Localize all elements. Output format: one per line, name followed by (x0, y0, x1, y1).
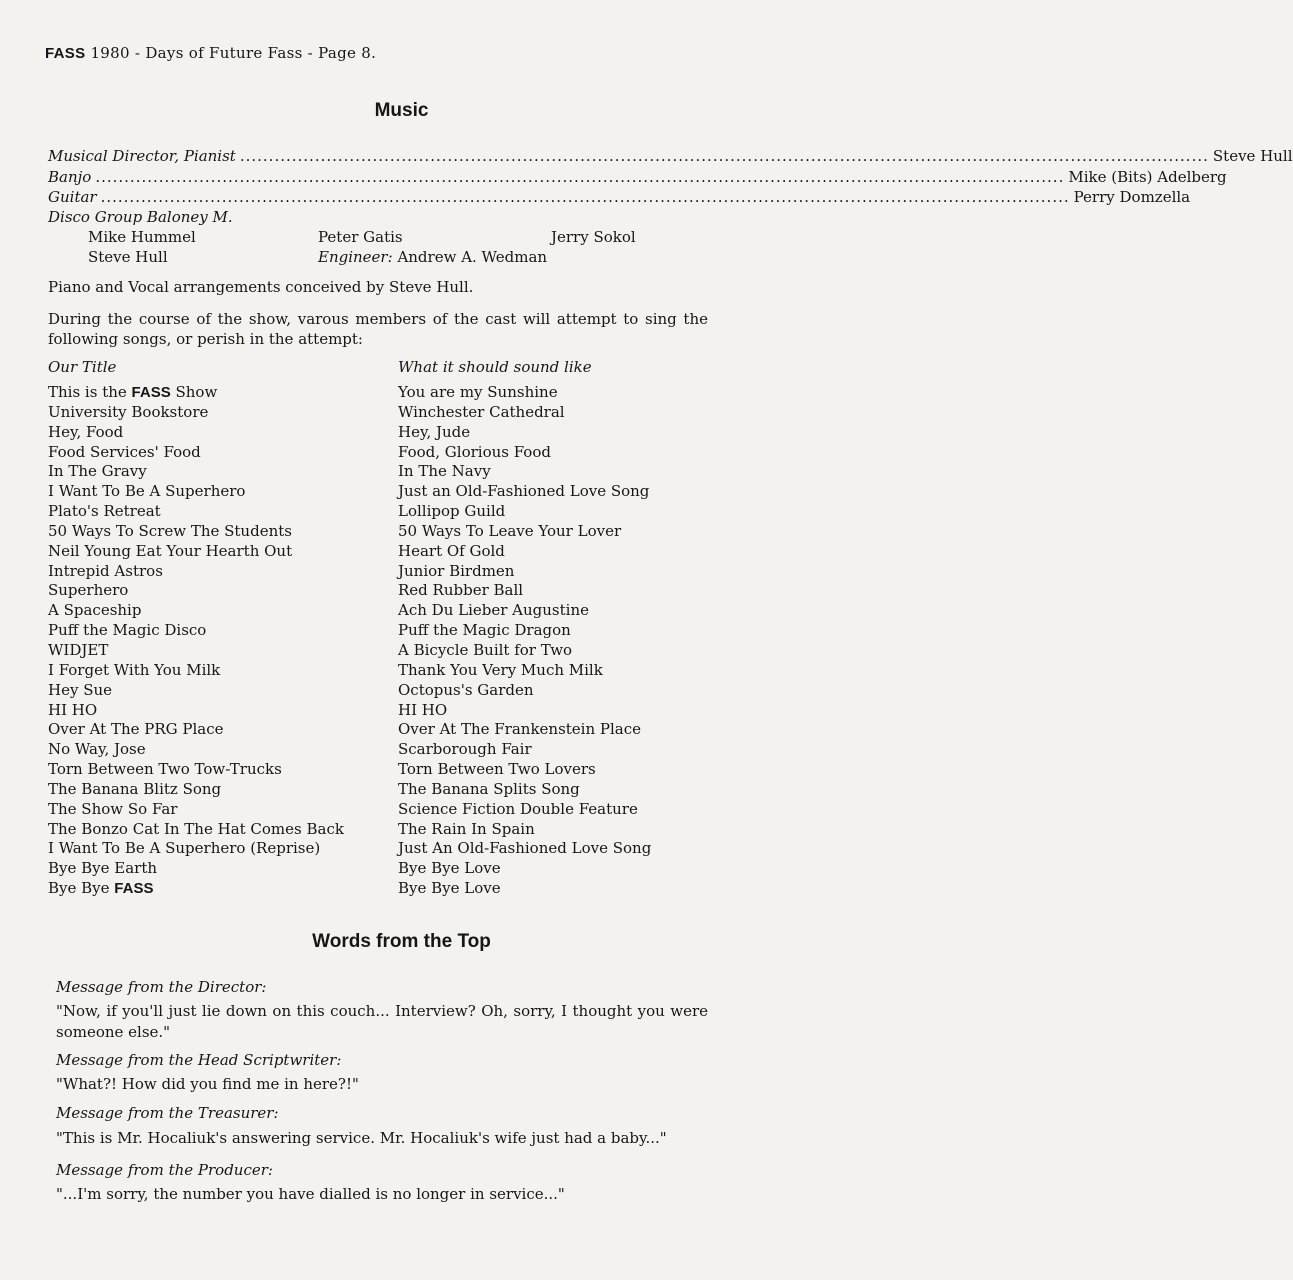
disco-member: Peter Gatis (318, 228, 403, 246)
credit-role: Banjo (48, 168, 92, 186)
message-label: Message from the Director: (56, 978, 267, 996)
song-title: Over At The PRG Place (48, 720, 224, 739)
song-original: Just An Old-Fashioned Love Song (398, 839, 652, 858)
song-title: Hey, Food (48, 422, 124, 441)
engineer-label: Engineer: (318, 248, 393, 266)
song-title: Puff the Magic Disco (48, 621, 207, 640)
disco-group-label: Disco Group Baloney M. (48, 208, 233, 226)
header-text: 1980 - Days of Future Fass - Page 8. (90, 44, 377, 62)
song-title: Torn Between Two Tow-Trucks (48, 760, 282, 779)
song-original: Bye Bye Love (398, 859, 501, 878)
song-original: HI HO (398, 700, 448, 719)
song-title: The Bonzo Cat In The Hat Comes Back (48, 819, 344, 838)
song-original: Puff the Magic Dragon (398, 621, 571, 640)
song-title: The Show So Far (48, 799, 178, 818)
song-title: WIDJET (48, 640, 109, 659)
words-title: Words from the Top (312, 931, 491, 952)
song-original: Ach Du Lieber Augustine (398, 601, 589, 620)
engineer-credit (318, 248, 547, 266)
credit-line (48, 188, 1191, 208)
our-title-heading: Our Title (48, 358, 117, 376)
song-title: University Bookstore (48, 402, 209, 421)
brand-word: FASS (114, 880, 154, 898)
credit-role: Guitar (48, 188, 97, 206)
song-original: Thank You Very Much Milk (398, 660, 603, 679)
song-original: In The Navy (398, 462, 491, 481)
sound-like-heading: What it should sound like (398, 358, 592, 376)
song-title: Superhero (48, 581, 129, 600)
engineer-name: Andrew A. Wedman (397, 248, 548, 266)
song-title: The Banana Blitz Song (48, 779, 222, 798)
disco-member: Jerry Sokol (551, 228, 636, 246)
message-text: "Now, if you'll just lie down on this couch... Interview? Oh, sorry, I thought you were someone else." (56, 1002, 708, 1041)
song-title: This is the FASS Show (48, 383, 218, 401)
brand-word: FASS (131, 384, 171, 401)
song-original: Over At The Frankenstein Place (398, 720, 642, 739)
song-original: Scarborough Fair (398, 740, 532, 759)
song-title: Food Services' Food (48, 442, 201, 461)
song-original: Winchester Cathedral (398, 402, 565, 421)
song-title: Plato's Retreat (48, 502, 161, 521)
song-original: Junior Birdmen (398, 561, 515, 580)
message-label: Message from the Head Scriptwriter: (56, 1051, 342, 1069)
song-title: In The Gravy (48, 462, 147, 481)
music-title: Music (374, 100, 429, 121)
song-original: Food, Glorious Food (398, 442, 551, 461)
disco-member: Mike Hummel (88, 228, 196, 246)
song-title: Bye Bye Earth (48, 859, 158, 878)
disco-member: Steve Hull (88, 248, 168, 266)
songs-intro: During the course of the show, varous members of the cast will attempt to sing the following songs, or perish in the attempt: (48, 310, 708, 348)
song-original: Torn Between Two Lovers (398, 760, 596, 779)
song-original: Science Fiction Double Feature (398, 799, 638, 818)
song-original: You are my Sunshine (398, 383, 558, 401)
song-original: Octopus's Garden (398, 680, 534, 699)
song-original: The Banana Splits Song (398, 779, 580, 798)
song-original: Bye Bye Love (398, 879, 501, 898)
dot-leader: ........................................................................................................................................................................ (95, 168, 1065, 186)
song-original: Lollipop Guild (398, 502, 506, 521)
song-title: Hey Sue (48, 680, 113, 699)
song-title: No Way, Jose (48, 740, 146, 759)
sound-like-list (398, 383, 651, 899)
credit-line (48, 168, 1227, 188)
song-title: I Want To Be A Superhero (Reprise) (48, 839, 321, 858)
song-original: Just an Old-Fashioned Love Song (398, 482, 650, 501)
page-header (45, 44, 376, 62)
credit-role: Musical Director, Pianist (48, 147, 236, 165)
song-title: Intrepid Astros (48, 561, 163, 580)
our-title-list (48, 383, 344, 899)
credit-line (48, 147, 1293, 167)
song-title: Neil Young Eat Your Hearth Out (48, 541, 293, 560)
song-title: I Want To Be A Superhero (48, 482, 246, 501)
message-label: Message from the Treasurer: (56, 1104, 279, 1122)
song-title: 50 Ways To Screw The Students (48, 521, 292, 540)
arrangements-note: Piano and Vocal arrangements conceived by Steve Hull. (48, 278, 474, 296)
song-original: A Bicycle Built for Two (398, 640, 573, 659)
message-text: "...I'm sorry, the number you have dialled is no longer in service..." (56, 1185, 565, 1203)
header-brand: FASS (45, 45, 86, 62)
credit-name: Perry Domzella (1073, 188, 1191, 206)
song-original: Red Rubber Ball (398, 581, 524, 600)
song-original: Heart Of Gold (398, 541, 505, 560)
dot-leader: ........................................................................................................................................................................ (239, 147, 1209, 165)
song-title: HI HO (48, 700, 98, 719)
dot-leader: ........................................................................................................................................................................ (100, 188, 1070, 206)
credit-name: Mike (Bits) Adelberg (1068, 168, 1227, 186)
song-original: 50 Ways To Leave Your Lover (398, 521, 622, 540)
song-title: A Spaceship (48, 601, 142, 620)
message-text: "What?! How did you find me in here?!" (56, 1075, 359, 1093)
credit-name: Steve Hull (1212, 147, 1293, 165)
message-text: "This is Mr. Hocaliuk's answering service. Mr. Hocaliuk's wife just had a baby..." (56, 1129, 667, 1147)
song-original: Hey, Jude (398, 422, 471, 441)
message-label: Message from the Producer: (56, 1161, 273, 1179)
song-original: The Rain In Spain (398, 819, 535, 838)
song-title: I Forget With You Milk (48, 660, 221, 679)
song-title: Bye Bye FASS (48, 879, 154, 898)
